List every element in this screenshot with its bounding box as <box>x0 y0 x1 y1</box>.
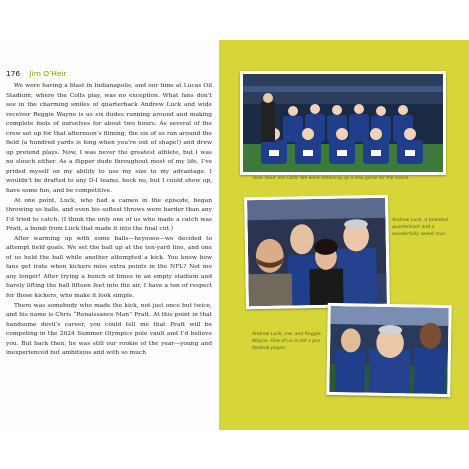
page-number: 176 <box>6 69 21 78</box>
selfie-photo <box>244 195 390 309</box>
paragraph: There was somebody who made the kick, not just once but twice, and his name is Chris “Renaissance Man” Pratt. At this point in that handsome devil’s career, you could tell me that Pratt will be competing in the 2024 Summer Olympics pole vault and I’d believe you. But back then, he was still our rookie of the year—young and inexperienced but ambitious and with so much <box>6 302 212 357</box>
selfie-photo-image <box>247 198 387 306</box>
paragraph: After warming up with some balls—heyoooo—we decided to attempt field goals. We set the ball up at the ten-yard line, and one of us held the ball while another attempted a kick. You know how fans get irate when kickers miss extra points in the NFL? Not me any longer! After trying a bunch of times in an empty stadium and barely lifting the ball fifteen feet into the air, I have a ton of respect for those kickers, who make it look simple. <box>6 235 212 300</box>
selfie-photo-caption: Andrew Luck, a talented quarterback and a wonderfully sweet man. <box>392 218 448 237</box>
running-head <box>6 69 67 78</box>
team-photo-caption: How ‘bout ’em Colts: We were dreaming up a new game for the movie. <box>253 176 410 181</box>
paragraph: We were having a blast in Indianapolis, and our time at Lucas Oil Stadium, where the Colts play, was no exception. What fans don’t see in the charming smiles of quarterback Andrew Luck and wide receiver Reggie Wayne is us six dudes running around and making complete fools of ourselves for about two hours. As several of the crew set up for that afternoon’s filming, the six of us ran around the field (a hundred yards is long when you’re out of shape!) and drew up pretend plays. Now, I was never the greatest athlete, but I was no slouch either. As a flipper dude throughout most of my life, I’ve prided myself on my ability to use my size to my advantage. I wouldn’t be drafted to any D-I teams, heck no, but I could show up, have some fun, and be competitive. <box>6 83 212 195</box>
author-name: Jim O’Heir <box>29 69 67 78</box>
stadium-photo-caption: Andrew Luck, me, and Reggie Wayne. One of us is not a pro football player. <box>252 332 321 351</box>
team-photo <box>240 71 446 175</box>
team-photo-image <box>243 74 443 172</box>
stadium-photo-image <box>329 306 448 394</box>
body-text <box>6 82 212 359</box>
paragraph: At one point, Luck, who had a cameo in the episode, began throwing us balls, and even his softest throws were harder than any I’d tried to catch. (I think the only one of us who made a catch was Pratt, a bomb from Luck that made it into the final cut.) <box>6 197 212 233</box>
left-page <box>0 40 219 430</box>
stadium-photo <box>326 303 452 397</box>
